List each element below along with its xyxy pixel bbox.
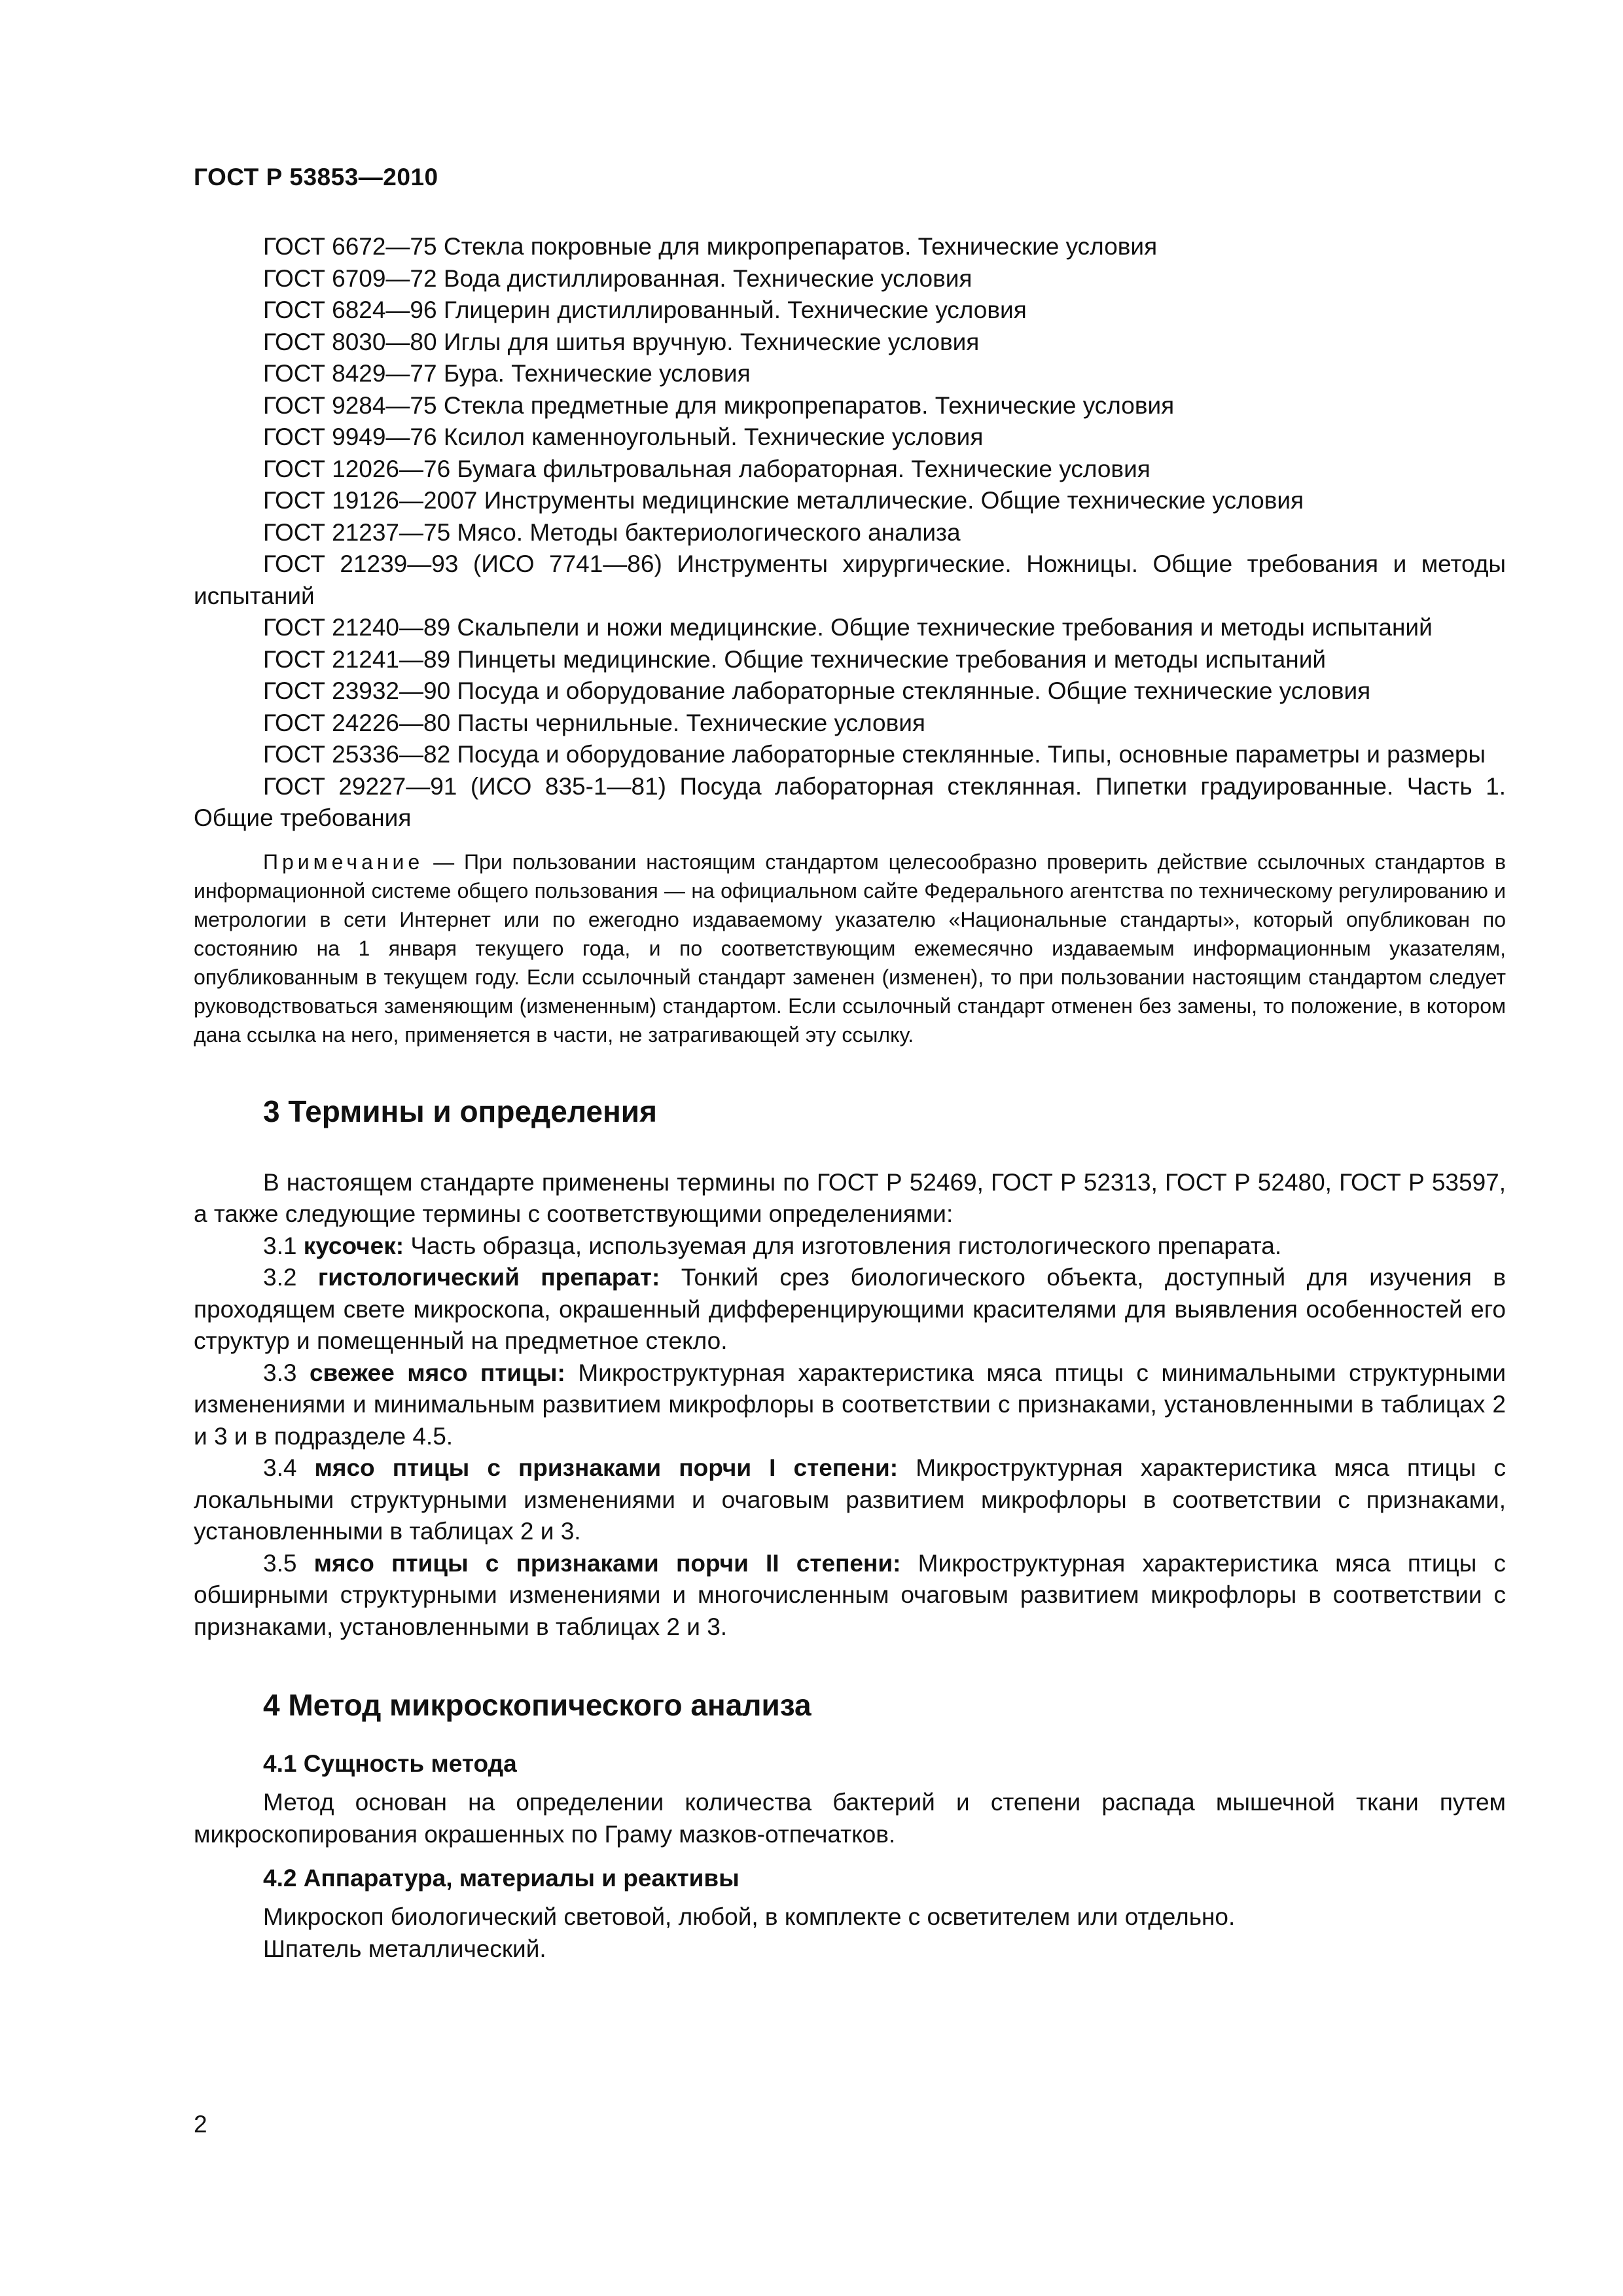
section-3-heading: 3 Термины и определения	[263, 1094, 657, 1128]
reference-item: ГОСТ 9284—75 Стекла предметные для микропрепаратов. Технические условия	[263, 391, 1175, 419]
term-number: 3.4	[263, 1454, 297, 1481]
reference-item: ГОСТ 21239—93 (ИСО 7741—86) Инструменты хирургические. Ножницы. Общие требования и методы испытаний	[194, 550, 1506, 609]
term-definition	[194, 1548, 1506, 1643]
term-definition	[194, 1452, 1506, 1548]
reference-item: ГОСТ 23932—90 Посуда и оборудование лабораторные стеклянные. Общие технические условия	[263, 677, 1371, 704]
term-text: Микроструктурная характеристика мяса птицы с локальными структурными изменениями и очаговым развитием микрофлоры в соответствии с признаками, установленными в таблицах 2 и 3.	[194, 1454, 1506, 1545]
reference-item: ГОСТ 9949—76 Ксилол каменноугольный. Технические условия	[263, 423, 984, 450]
reference-item: ГОСТ 6672—75 Стекла покровные для микропрепаратов. Технические условия	[263, 233, 1158, 260]
page-number: 2	[194, 2111, 207, 2138]
reference-item: ГОСТ 25336—82 Посуда и оборудование лабораторные стеклянные. Типы, основные параметры и размеры	[263, 741, 1486, 768]
reference-item: ГОСТ 24226—80 Пасты чернильные. Технические условия	[263, 709, 925, 736]
reference-item: ГОСТ 29227—91 (ИСО 835-1—81) Посуда лабораторная стеклянная. Пипетки градуированные. Часть 1. Общие требования	[194, 772, 1506, 831]
term-number: 3.1	[263, 1232, 297, 1259]
reference-item: ГОСТ 21237—75 Мясо. Методы бактериологического анализа	[263, 518, 961, 546]
subsection-4-1-heading: 4.1 Сущность метода	[263, 1750, 517, 1777]
reference-item: ГОСТ 8030—80 Иглы для шитья вручную. Технические условия	[263, 328, 980, 355]
term-name: гистологический препарат:	[317, 1264, 660, 1291]
section-3-intro: В настоящем стандарте применены термины по ГОСТ Р 52469, ГОСТ Р 52313, ГОСТ Р 52480, ГОСТ Р 53597, а также следующие термины с соответствующими определениями:	[194, 1168, 1506, 1227]
term-number: 3.3	[263, 1359, 297, 1386]
subsection-4-2-body	[194, 1901, 1506, 1965]
term-name: кусочек:	[303, 1232, 404, 1259]
note-label: Примечание	[263, 850, 424, 874]
term-definition	[194, 1357, 1506, 1453]
term-text: Микроструктурная характеристика мяса птицы с минимальными структурными изменениями и минимальным развитием микрофлоры в соответствии с признаками, установленными в таблицах 2 и 3 и в подразделе 4.5.	[194, 1359, 1507, 1450]
normative-references-list	[194, 231, 1506, 834]
reference-item: ГОСТ 21241—89 Пинцеты медицинские. Общие технические требования и методы испытаний	[263, 645, 1327, 673]
term-name: мясо птицы с признаками порчи I степени:	[314, 1454, 899, 1481]
term-text: Часть образца, используемая для изготовления гистологического препарата.	[410, 1232, 1282, 1259]
term-name: свежее мясо птицы:	[309, 1359, 565, 1386]
term-name: мясо птицы с признаками порчи II степени:	[313, 1549, 901, 1577]
subsection-4-1-body	[194, 1787, 1506, 1850]
reference-item: ГОСТ 21240—89 Скальпели и ножи медицинские. Общие технические требования и методы испытаний	[263, 614, 1433, 641]
equipment-item: Шпатель металлический.	[263, 1935, 546, 1962]
reference-item: ГОСТ 19126—2007 Инструменты медицинские металлические. Общие технические условия	[263, 487, 1304, 514]
document-id: ГОСТ Р 53853—2010	[194, 164, 438, 190]
reference-item: ГОСТ 8429—77 Бура. Технические условия	[263, 360, 751, 387]
note-paragraph	[194, 848, 1506, 1049]
subsection-4-1-text: Метод основан на определении количества бактерий и степени распада мышечной ткани путем микроскопирования окрашенных по Граму мазков-отпечатков.	[194, 1789, 1506, 1848]
term-definition	[194, 1230, 1506, 1263]
reference-item: ГОСТ 6709—72 Вода дистиллированная. Технические условия	[263, 264, 972, 292]
term-definition	[194, 1262, 1506, 1357]
reference-item: ГОСТ 6824—96 Глицерин дистиллированный. Технические условия	[263, 296, 1027, 323]
subsection-4-2-heading: 4.2 Аппаратура, материалы и реактивы	[263, 1865, 740, 1892]
page-content	[194, 231, 1506, 1965]
equipment-item: Микроскоп биологический световой, любой, в комплекте с осветителем или отдельно.	[263, 1903, 1236, 1930]
term-number: 3.2	[263, 1264, 297, 1291]
note-text: — При пользовании настоящим стандартом целесообразно проверить действие ссылочных стандартов в информационной системе общего пользования — на официальном сайте Федерального агентства по техническому регулированию и метрологии в сети Интернет или по ежегодно издаваемому указателю «Национальные стандарты», который опубликован по состоянию на 1 января текущего года, и по соответствующим ежемесячно издаваемым информационным указателям, опубликованным в текущем году. Если ссылочный стандарт заменен (изменен), то при пользовании настоящим стандартом следует руководствоваться заменяющим (измененным) стандартом. Если ссылочный стандарт отменен без замены, то положение, в котором дана ссылка на него, применяется в части, не затрагивающей эту ссылку.	[194, 850, 1507, 1047]
term-text: Микроструктурная характеристика мяса птицы с обширными структурными изменениями и многочисленным очаговым развитием микрофлоры в соответствии с признаками, установленными в таблицах 2 и 3.	[194, 1549, 1507, 1640]
term-text: Тонкий срез биологического объекта, доступный для изучения в проходящем свете микроскопа, окрашенный дифференцирующими красителями для выявления особенностей его структур и помещенный на предметное стекло.	[194, 1264, 1506, 1354]
section-3-body	[194, 1167, 1506, 1643]
section-4-heading: 4 Метод микроскопического анализа	[263, 1688, 812, 1722]
term-number: 3.5	[263, 1549, 297, 1577]
reference-item: ГОСТ 12026—76 Бумага фильтровальная лабораторная. Технические условия	[263, 455, 1150, 482]
